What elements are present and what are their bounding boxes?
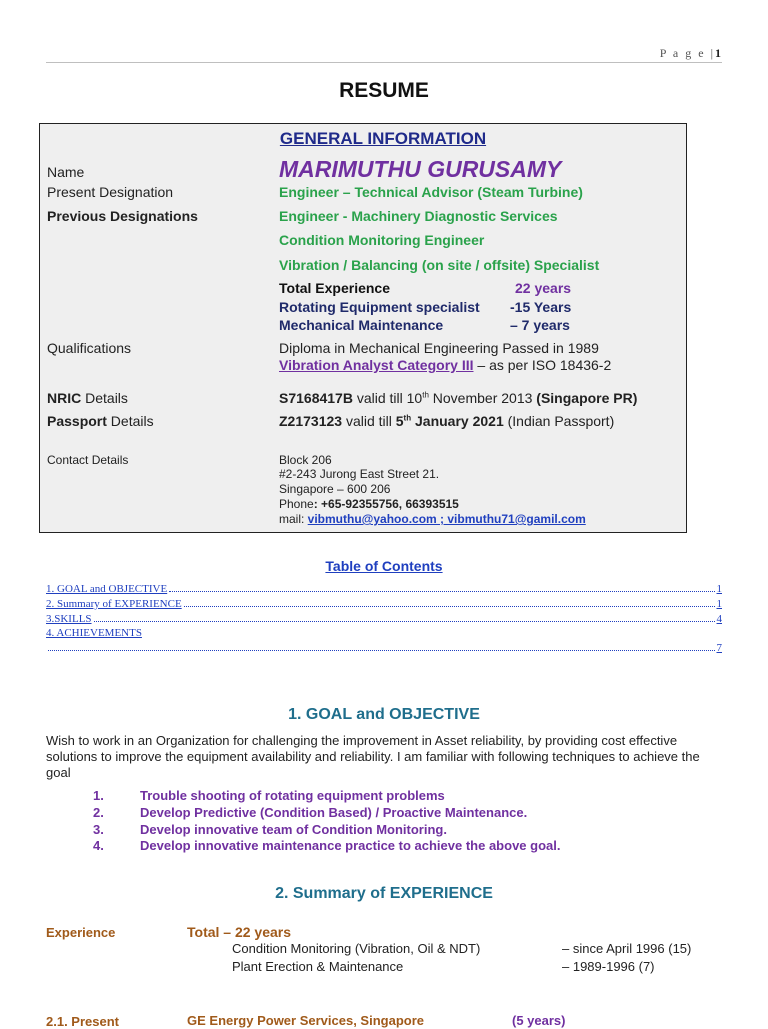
mechanical-maintenance-label: Mechanical Maintenance — [279, 317, 444, 333]
passport-valid: valid till — [342, 413, 396, 429]
nric-label — [47, 390, 128, 406]
toc-item-skills[interactable] — [46, 613, 722, 625]
experience-item: Condition Monitoring (Vibration, Oil & NDT) — [232, 941, 481, 956]
page-number: 1 — [715, 46, 721, 60]
experience-label: Experience — [46, 925, 116, 940]
present-designation: Engineer – Technical Advisor (Steam Turbine) — [279, 184, 583, 200]
previous-designation-2: Condition Monitoring Engineer — [279, 232, 485, 248]
toc-label: 2. Summary of EXPERIENCE — [46, 598, 182, 610]
toc-title: Table of Contents — [325, 558, 443, 574]
goal-heading: 1. GOAL and OBJECTIVE — [288, 706, 480, 723]
present-years: (5 years) — [512, 1013, 566, 1028]
goal-item-text: Trouble shooting of rotating equipment problems — [140, 788, 445, 803]
toc-label: 1. GOAL and OBJECTIVE — [46, 583, 168, 595]
nric-sup: th — [422, 390, 429, 400]
email-link[interactable]: vibmuthu@yahoo.com ; vibmuthu71@gamil.com — [307, 512, 586, 526]
phone-line — [279, 497, 459, 511]
iso-note: – as per ISO 18436-2 — [473, 357, 612, 373]
experience-total: Total – 22 years — [187, 924, 292, 940]
toc-item-achievements-page[interactable] — [46, 642, 722, 654]
present-job-label: 2.1. Present — [46, 1014, 119, 1029]
goal-item-number: 2. — [93, 805, 104, 820]
toc-leader — [184, 598, 715, 607]
toc-page: 1 — [716, 598, 722, 610]
phone-number: : +65-92355756, 66393515 — [313, 497, 459, 511]
rotating-equipment-value: -15 Years — [510, 299, 572, 315]
general-info-heading: GENERAL INFORMATION — [279, 129, 487, 148]
experience-since: – 1989-1996 (7) — [562, 959, 655, 974]
experience-since: – since April 1996 (15) — [562, 941, 692, 956]
goal-item-text: Develop innovative maintenance practice to achieve the above goal. — [140, 838, 561, 853]
passport-day: 5 — [395, 413, 404, 429]
page-word: P a g e — [659, 46, 706, 60]
nric-status: (Singapore PR) — [536, 390, 638, 406]
nric-valid: valid till 10 — [352, 390, 423, 406]
previous-designations-label: Previous Designations — [47, 208, 198, 224]
passport-id: Z2173123 — [279, 413, 343, 429]
address-line-1: Block 206 — [279, 453, 332, 467]
toc-leader — [169, 583, 714, 592]
toc-item-goal[interactable] — [46, 583, 722, 595]
passport-sup: th — [403, 413, 412, 423]
passport-label-bold: Passport — [47, 413, 107, 429]
nric-id: S7168417B — [279, 390, 353, 406]
mechanical-maintenance-value: – 7 years — [510, 317, 570, 333]
previous-designation-1: Engineer - Machinery Diagnostic Services — [279, 208, 558, 224]
address-line-3: Singapore – 600 206 — [279, 482, 391, 496]
name-label: Name — [47, 164, 85, 180]
toc-page: 7 — [716, 642, 722, 654]
present-designation-label: Present Designation — [47, 184, 174, 200]
present-company: GE Energy Power Services, Singapore — [187, 1013, 424, 1028]
qualifications-label: Qualifications — [47, 340, 132, 356]
qualification-diploma: Diploma in Mechanical Engineering Passed in 1989 — [279, 340, 599, 356]
experience-item: Plant Erection & Maintenance — [232, 959, 404, 974]
page-number-header — [660, 46, 721, 61]
rotating-equipment-label: Rotating Equipment specialist — [279, 299, 480, 315]
passport-date: January 2021 — [411, 413, 504, 429]
toc-label: 3.SKILLS — [46, 613, 92, 625]
nric-label-rest: Details — [81, 390, 128, 406]
passport-note: (Indian Passport) — [503, 413, 615, 429]
passport-label-rest: Details — [106, 413, 154, 429]
header-rule — [46, 62, 722, 63]
total-experience-value: 22 years — [515, 280, 572, 296]
passport-details — [279, 413, 614, 429]
toc-label: 4. ACHIEVEMENTS — [46, 627, 142, 639]
goal-item-number: 4. — [93, 838, 104, 853]
total-experience-label: Total Experience — [279, 280, 391, 296]
goal-paragraph: Wish to work in an Organization for challenging the improvement in Asset reliability, by providing cost effective solutions to improve the equipment availability and reliability. I am familiar with following techniques to achieve the goal — [46, 733, 700, 780]
goal-item-number: 1. — [93, 788, 104, 803]
candidate-name: MARIMUTHU GURUSAMY — [279, 156, 562, 182]
vibration-analyst-link[interactable]: Vibration Analyst Category III — [279, 357, 474, 373]
mail-line — [279, 512, 586, 526]
nric-date: November 2013 — [428, 390, 537, 406]
qualification-vibration — [279, 357, 611, 373]
toc-page: 4 — [716, 613, 722, 625]
document-title: RESUME — [339, 79, 429, 102]
toc-item-summary[interactable] — [46, 598, 722, 610]
toc-page: 1 — [716, 583, 722, 595]
toc-leader — [94, 613, 715, 622]
contact-label: Contact Details — [47, 453, 129, 467]
phone-label: Phone — [279, 497, 314, 511]
goal-item-text: Develop innovative team of Condition Monitoring. — [140, 822, 447, 837]
mail-label: mail: — [279, 512, 308, 526]
address-line-2: #2-243 Jurong East Street 21. — [279, 467, 440, 481]
page-separator: | — [710, 46, 715, 60]
goal-item-text: Develop Predictive (Condition Based) / Proactive Maintenance. — [140, 805, 528, 820]
toc-item-achievements[interactable] — [46, 627, 722, 639]
previous-designation-3: Vibration / Balancing (on site / offsite) Specialist — [279, 257, 600, 273]
nric-label-bold: NRIC — [47, 390, 82, 406]
summary-heading: 2. Summary of EXPERIENCE — [275, 885, 493, 902]
nric-details — [279, 390, 637, 406]
toc-leader — [48, 642, 715, 651]
passport-label — [47, 413, 154, 429]
goal-item-number: 3. — [93, 822, 104, 837]
